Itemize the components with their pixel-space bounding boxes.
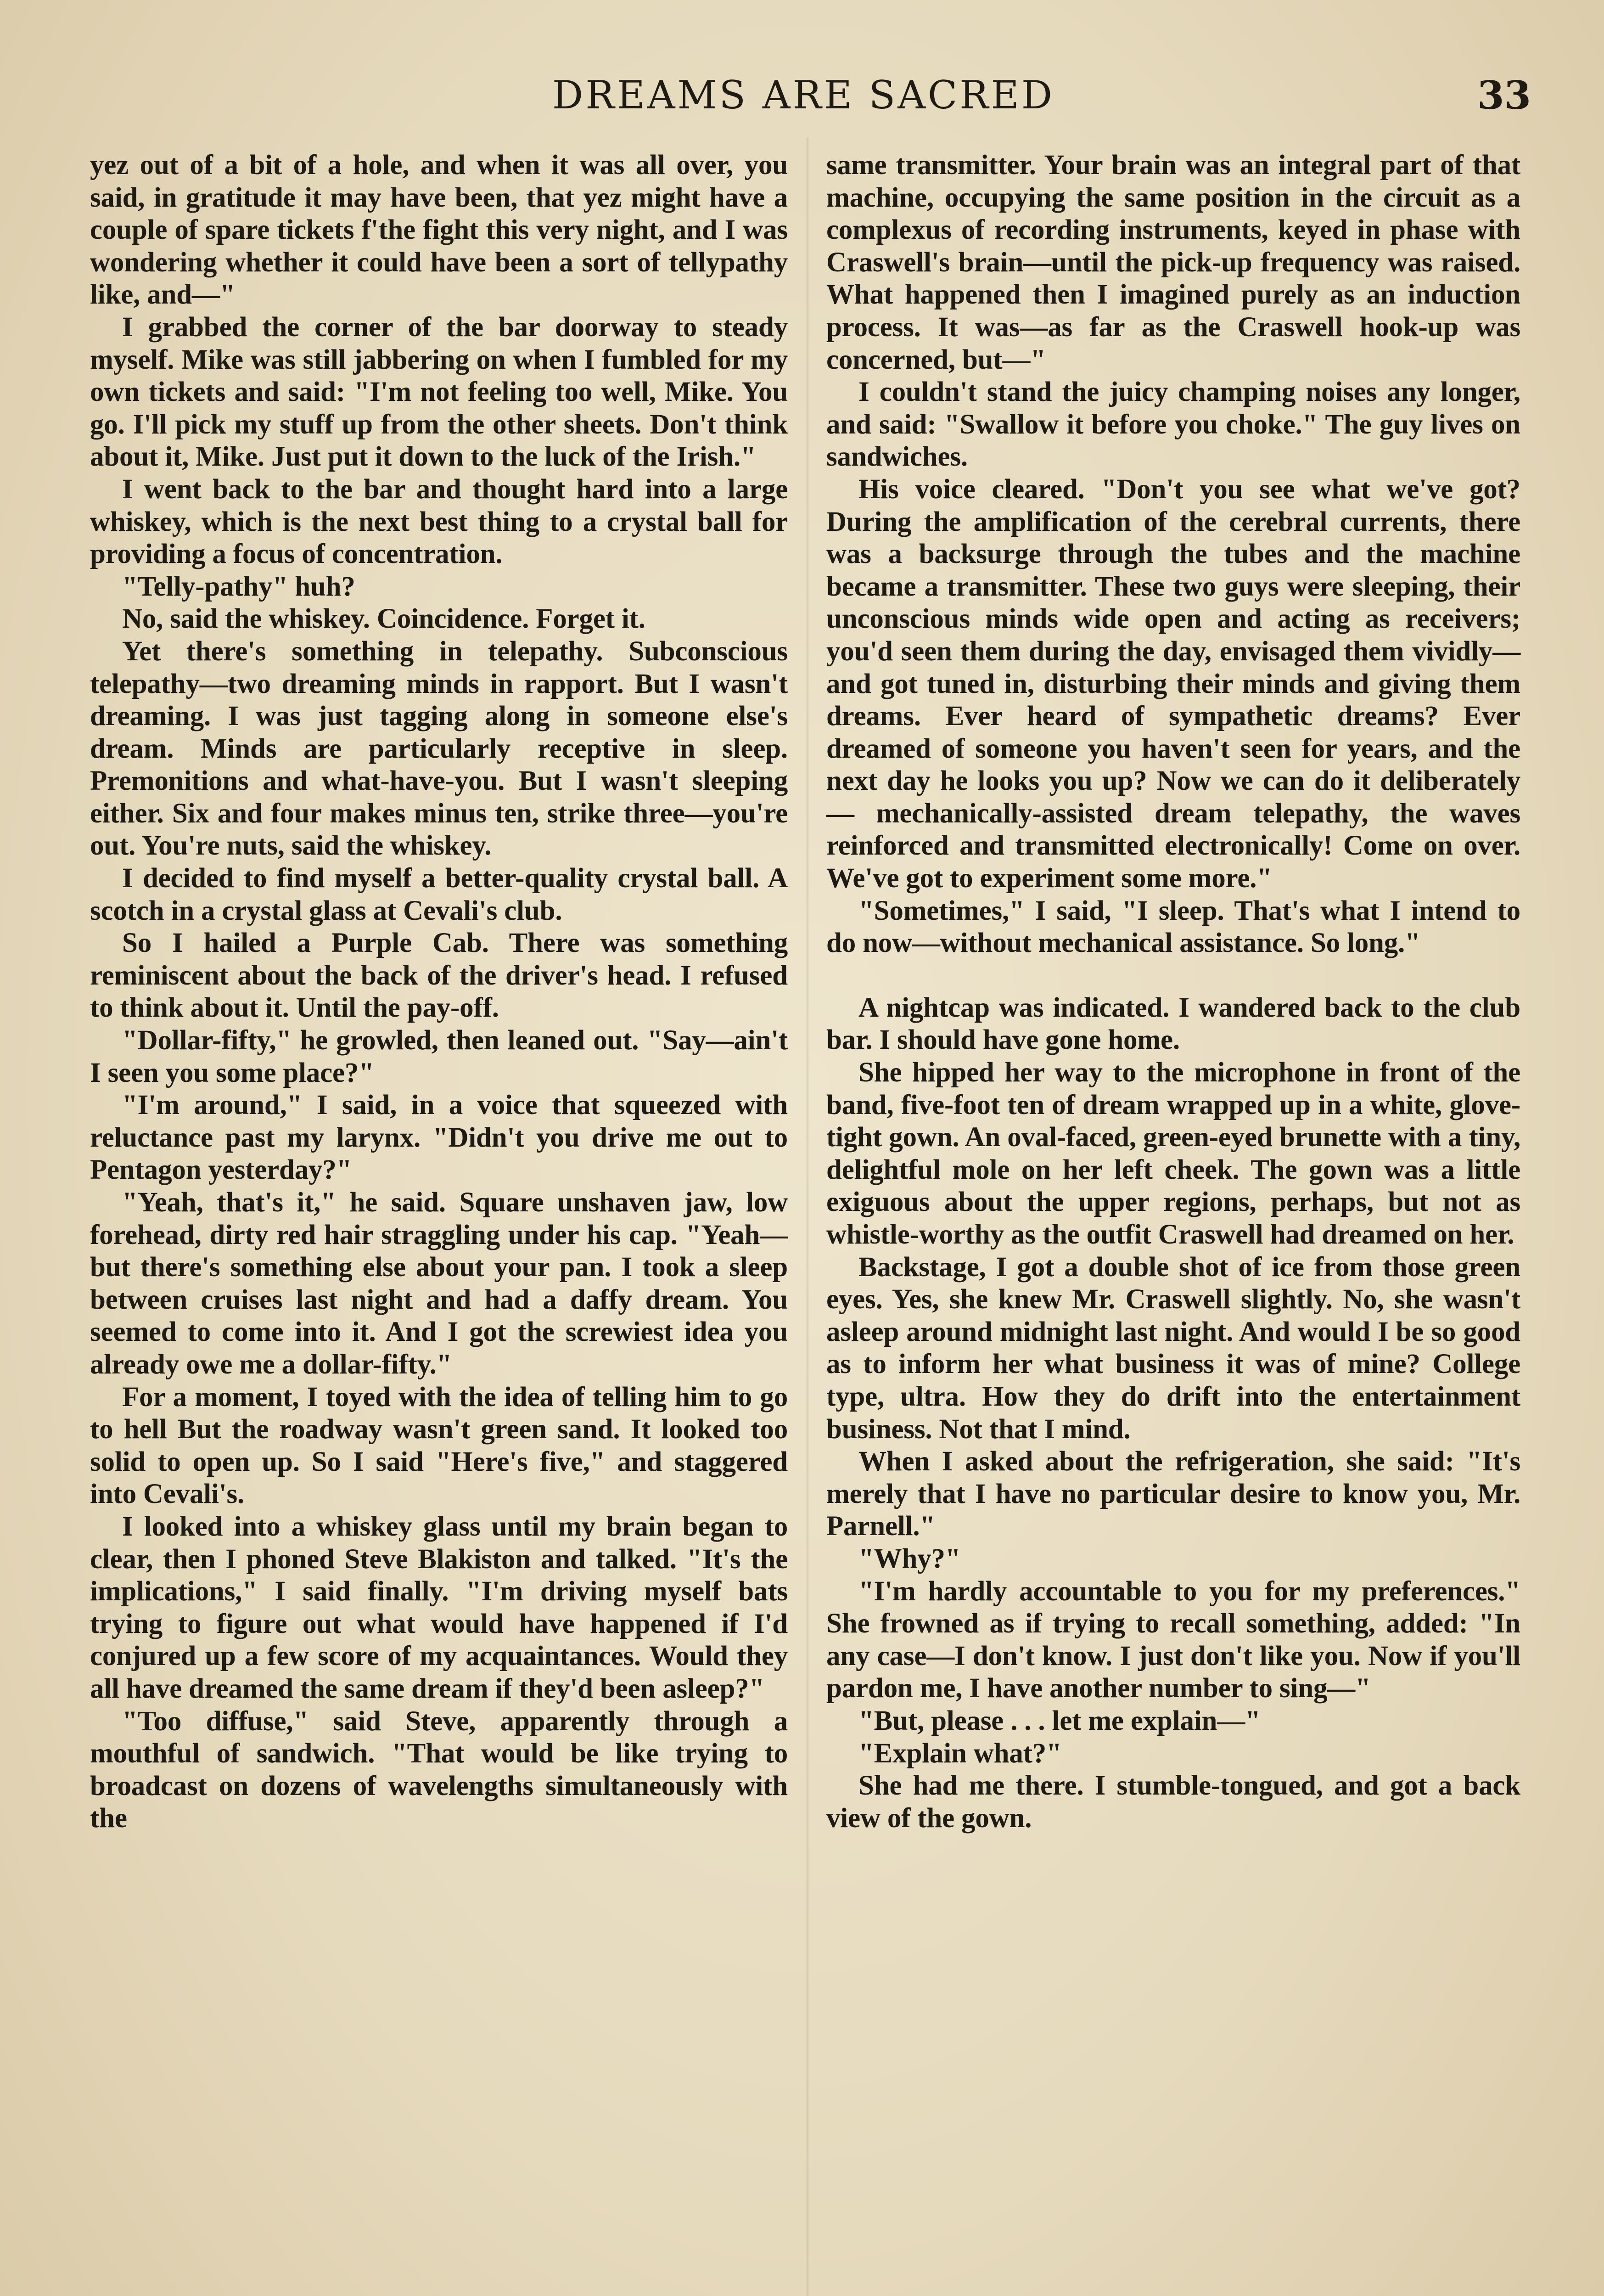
paragraph: I grabbed the corner of the bar doorway to steady myself. Mike was still jabbering on when I fumbled for my own tickets and said: "I'm not feeling too well, Mike. You go. I'll pick my stuff up from the other sheets. Don't think about it, Mike. Just put it down to the luck of the Irish." xyxy=(90,311,788,473)
paragraph: "Yeah, that's it," he said. Square unshaven jaw, low forehead, dirty red hair straggling under his cap. "Yeah—but there's something else about your pan. I took a sleep between cruises last night and had a daffy dream. You seemed to come into it. And I got the screwiest idea you already owe me a dollar-fifty." xyxy=(90,1187,788,1380)
paragraph: I looked into a whiskey glass until my brain began to clear, then I phoned Steve Blakiston and talked. "It's the implications," I said finally. "I'm driving myself bats trying to figure out what would have happened if I'd conjured up a few score of my acquaintances. Would they all have dreamed the same dream if they'd been asleep?" xyxy=(90,1511,788,1704)
paragraph: "Explain what?" xyxy=(858,1738,1062,1769)
gutter-shadow xyxy=(806,138,809,2296)
paragraph: "Sometimes," I said, "I sleep. That's what I intend to do now—without mechanical assistance. So long." xyxy=(826,895,1520,959)
paragraph: "Telly-pathy" huh? xyxy=(122,571,355,602)
paragraph: "Dollar-fifty," he growled, then leaned out. "Say—ain't I seen you some place?" xyxy=(90,1025,788,1088)
paragraph: same transmitter. Your brain was an integral part of that machine, occupying the same position in the circuit as a complexus of recording instruments, keyed in phase with Craswell's brain—until the pick-up frequency was raised. What happened then I imagined purely as an induction process. It was—as far as the Craswell hook-up was concerned, but—" xyxy=(826,150,1520,375)
paragraph: "Why?" xyxy=(858,1543,961,1574)
paragraph: So I hailed a Purple Cab. There was something reminiscent about the back of the driver's head. I refused to think about it. Until the pay-off. xyxy=(90,928,788,1024)
paragraph: She had me there. I stumble-tongued, and got a back view of the gown. xyxy=(826,1770,1520,1834)
running-title: DREAMS ARE SACRED xyxy=(552,73,1055,118)
paragraph: For a moment, I toyed with the idea of telling him to go to hell But the roadway wasn't green sand. It looked too solid to open up. So I said "Here's five," and staggered into Cevali's. xyxy=(90,1381,788,1510)
paragraph: I couldn't stand the juicy champing noises any longer, and said: "Swallow it before you choke." The guy lives on sandwiches. xyxy=(826,377,1520,473)
paragraph: "But, please . . . let me explain—" xyxy=(858,1705,1261,1736)
paragraph: "I'm hardly accountable to you for my preferences." She frowned as if trying to recall something, added: "In any case—I don't know. I just don't like you. Now if you'll pardon me, I have another number to sing—" xyxy=(826,1576,1520,1704)
paragraph: No, said the whiskey. Coincidence. Forget it. xyxy=(122,603,645,635)
paragraph: She hipped her way to the microphone in front of the band, five-foot ten of dream wrapped up in a white, glove-tight gown. An oval-faced, green-eyed brunette with a tiny, delightful mole on her left cheek. The gown was a little exiguous about the upper regions, perhaps, but not as whistle-worthy as the outfit Craswell had dreamed on her. xyxy=(826,1057,1520,1250)
page-number: 33 xyxy=(1477,73,1531,118)
paragraph: I decided to find myself a better-quality crystal ball. A scotch in a crystal glass at Cevali's club. xyxy=(90,863,788,926)
paragraph: "I'm around," I said, in a voice that squeezed with reluctance past my larynx. "Didn't you drive me out to Pentagon yesterday?" xyxy=(90,1090,788,1186)
paragraph: His voice cleared. "Don't you see what we've got? During the amplification of the cerebral currents, there was a backsurge through the tubes and the machine became a transmitter. These two guys were sleeping, their unconscious minds wide open and acting as receivers; you'd seen them during the day, envisaged them vividly—and got tuned in, disturbing their minds and giving them dreams. Ever heard of sympathetic dreams? Ever dreamed of someone you haven't seen for years, and the next day he looks you up? Now we can do it deliberately — mechanically-assisted dream telepathy, the waves reinforced and transmitted electronically! Come on over. We've got to experiment some more." xyxy=(826,473,1520,894)
paragraph: When I asked about the refrigeration, she said: "It's merely that I have no particular desire to know you, Mr. Parnell." xyxy=(826,1446,1520,1542)
text-column-right xyxy=(826,149,1520,1835)
paragraph: A nightcap was indicated. I wandered back to the club bar. I should have gone home. xyxy=(826,992,1520,1056)
paragraph: yez out of a bit of a hole, and when it was all over, you said, in gratitude it may have been, that yez might have a couple of spare tickets f'the fight this very night, and I was wondering whether it could have been a sort of tellypathy like, and—" xyxy=(90,150,788,310)
paragraph: "Too diffuse," said Steve, apparently through a mouthful of sandwich. "That would be like trying to broadcast on dozens of wavelengths simultaneously with the xyxy=(90,1705,788,1834)
page-header xyxy=(0,73,1604,128)
paragraph: I went back to the bar and thought hard into a large whiskey, which is the next best thing to a crystal ball for providing a focus of concentration. xyxy=(90,473,788,570)
paragraph: Backstage, I got a double shot of ice from those green eyes. Yes, she knew Mr. Craswell slightly. No, she wasn't asleep around midnight last night. And would I be so good as to inform her what business it was of mine? College type, ultra. How they do drift into the entertainment business. Not that I mind. xyxy=(826,1251,1520,1445)
text-column-left xyxy=(90,149,788,1835)
paragraph: Yet there's something in telepathy. Subconscious telepathy—two dreaming minds in rapport. But I wasn't dreaming. I was just tagging along in someone else's dream. Minds are particularly receptive in sleep. Premonitions and what-have-you. But I wasn't sleeping either. Six and four makes minus ten, strike three—you're out. You're nuts, said the whiskey. xyxy=(90,636,788,861)
